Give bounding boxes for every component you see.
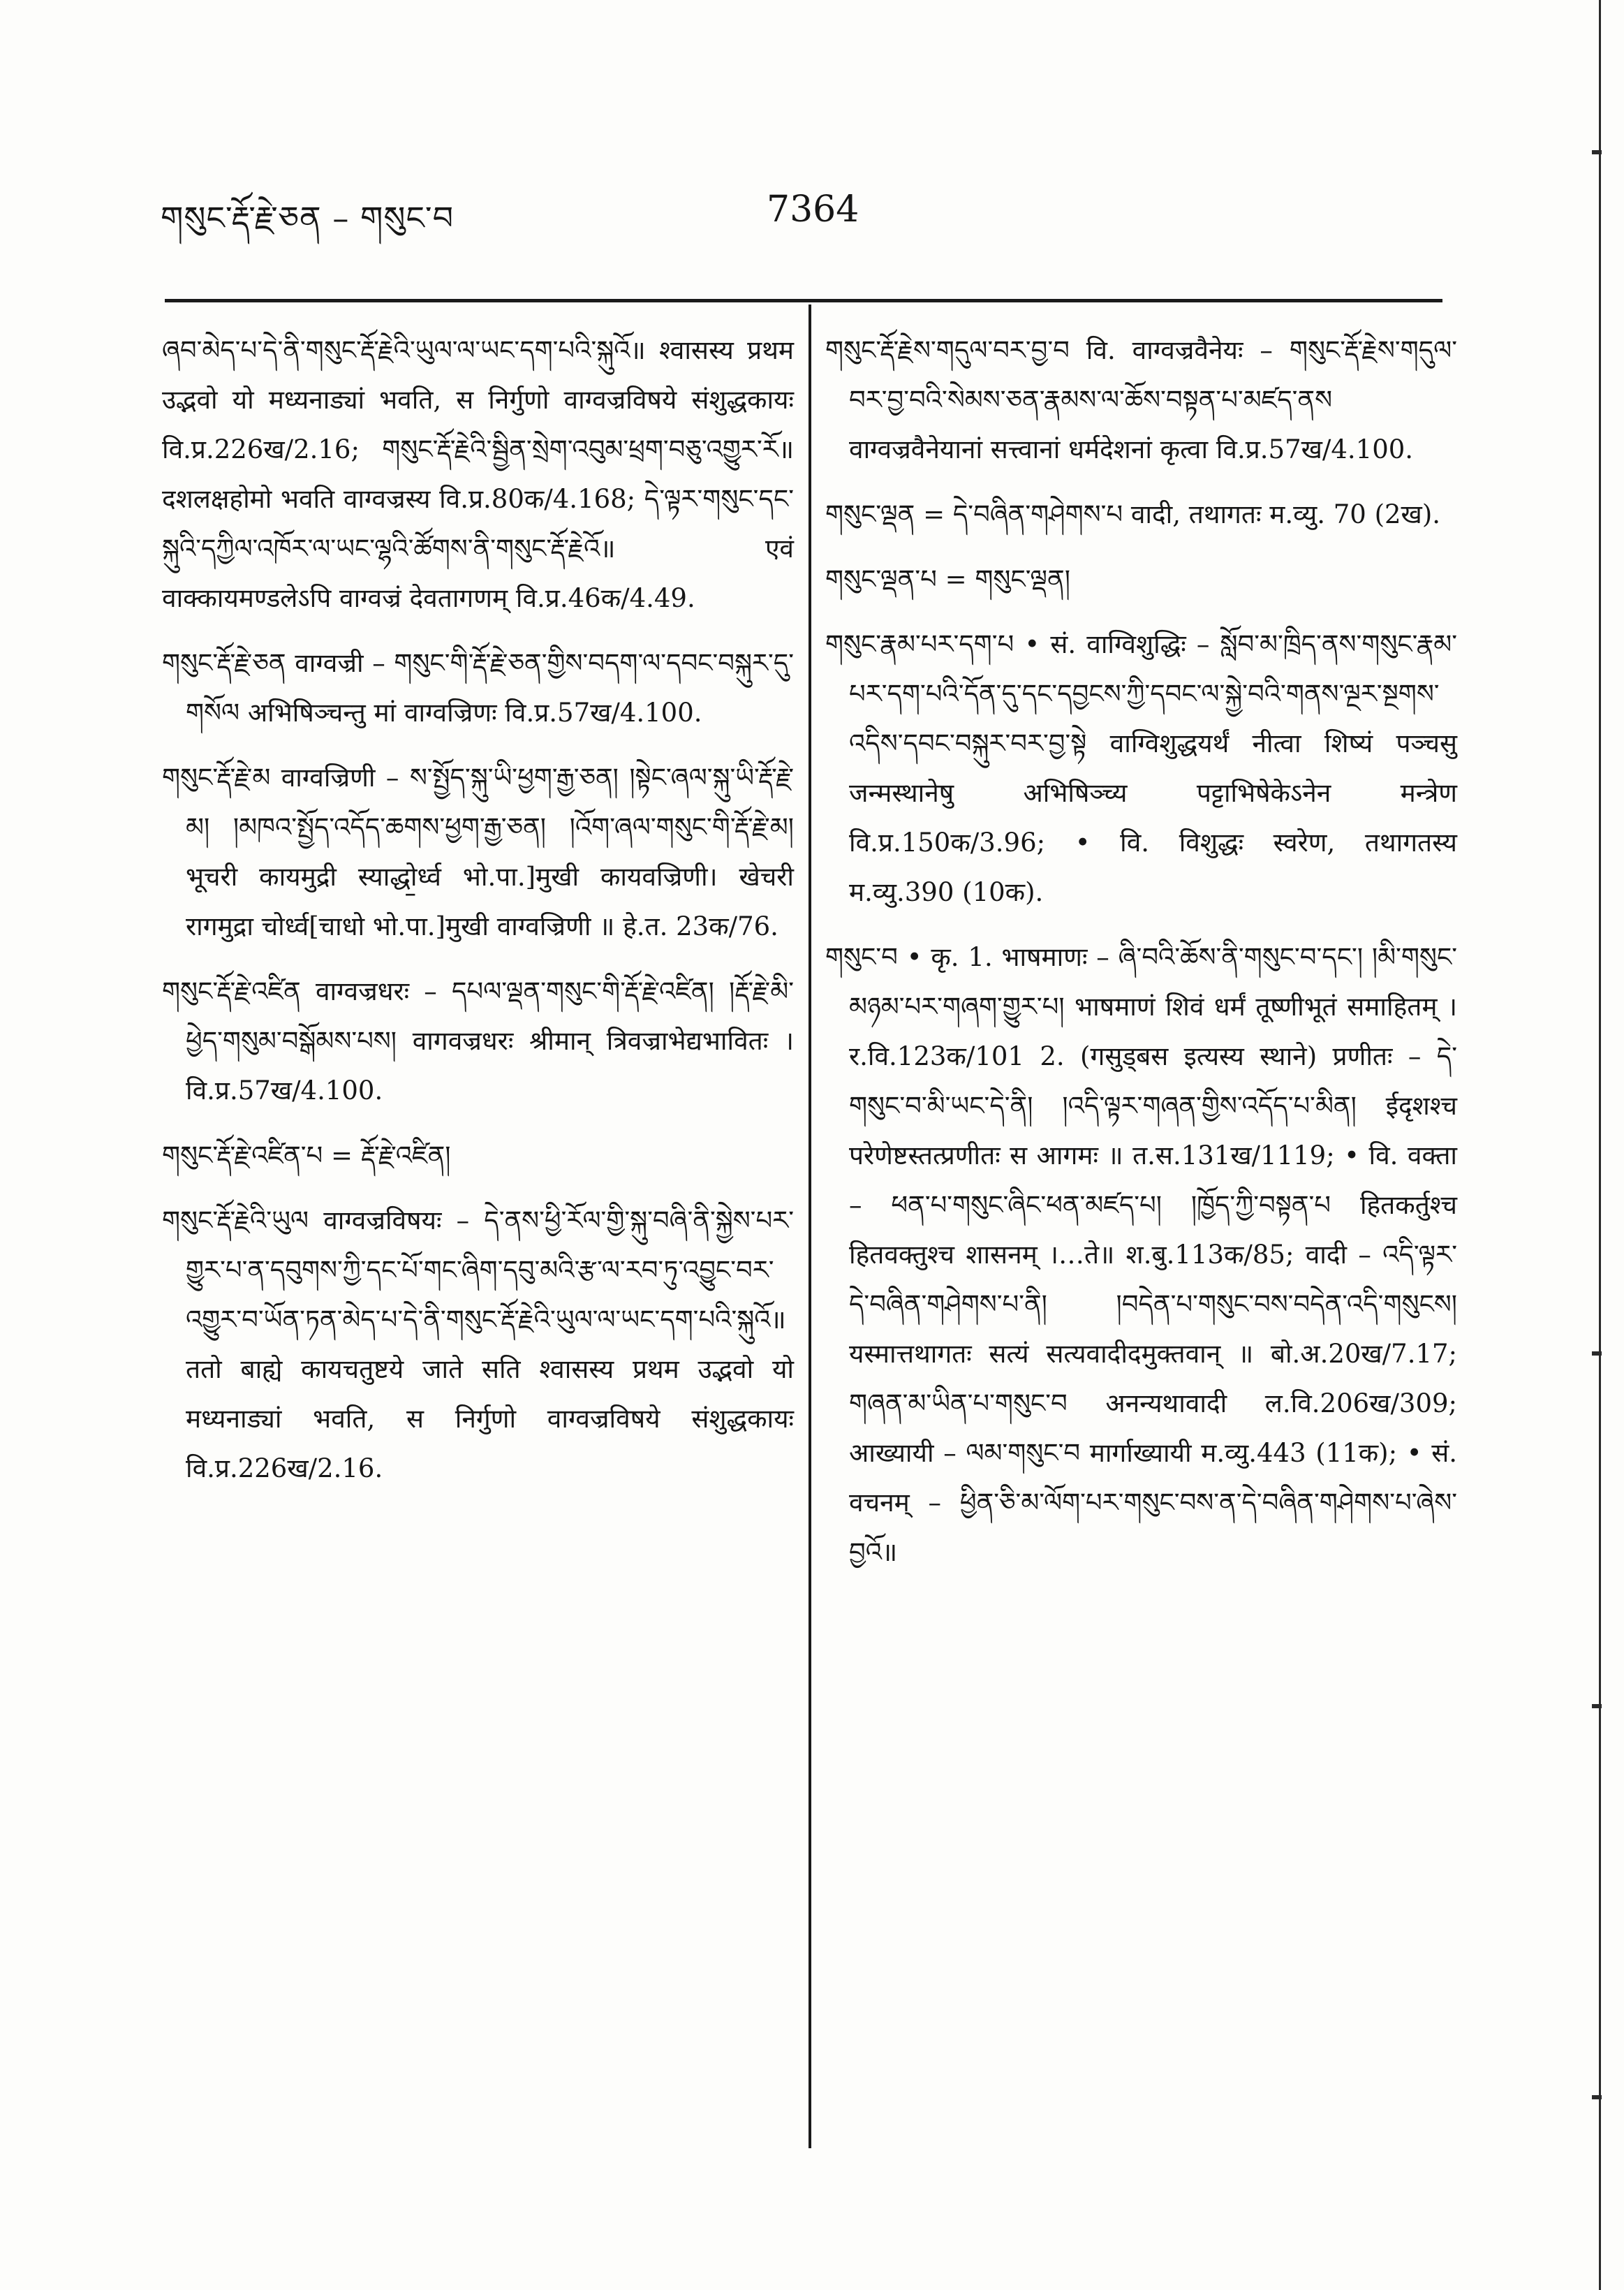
dictionary-entry xyxy=(162,325,794,623)
page-edge-line xyxy=(1599,0,1601,2290)
dictionary-entry xyxy=(825,325,1457,474)
edge-tick xyxy=(1592,1351,1602,1356)
entry-text: གསུང་རྣམ་པར་དག་པ • सं. वाग्विशुद्धिः – སློབ་མ་ཁྲིད་ནས་གསུང་རྣམ་པར་དག་པའི་དོན་དུ་དང་དབྱངས་ཀྱི་དབང་ལ་སྐྱེ་བའི་གནས་ལྔར་སྔགས་འདིས་དབང་བསྐུར་བར་བྱ་སྟེ वाग्विशुद्धयर्थं नीत्वा शिष्यं पञ्चसु जन्मस्थानेषु अभिषिञ्च्य पट्टाभिषेकेऽनेन मन्त्रेण वि.प्र.150क/3.96; • वि. विशुद्धः स्वरेण, तथागतस्य म.व्यु.390 (10क). xyxy=(825,629,1457,907)
dictionary-entry xyxy=(825,555,1457,604)
dictionary-entry xyxy=(162,753,794,951)
dictionary-entry xyxy=(162,638,794,737)
entry-text: ཞབ་མེད་པ་དེ་ནི་གསུང་རྡོ་རྗེའི་ཡུལ་ལ་ཡང་དག་པའི་སྐུའོ॥ श्वासस्य प्रथम उद्भवो यो मध्यनाड्यां भवति, स निर्गुणो वाग्वज्रविषये संशुद्धकायः वि.प्र.226ख/2.16; གསུང་རྡོ་རྗེའི་སྦྱིན་སྲེག་འབུམ་ཕྲག་བཅུ་འགྱུར་རོ॥ दशलक्षहोमो भवति वाग्वज्रस्य वि.प्र.80क/4.168; དེ་ལྟར་གསུང་དང་སྐུའི་དཀྱིལ་འཁོར་ལ་ཡང་ལྷའི་ཚོགས་ནི་གསུང་རྡོ་རྗེའོ॥ एवं वाक्कायमण्डलेऽपि वाग्वज्रं देवतागणम् वि.प्र.46क/4.49. xyxy=(162,335,794,613)
dictionary-entry xyxy=(825,490,1457,539)
entry-text: གསུང་རྡོ་རྗེ་མ वाग्वज्रिणी – ས་སྤྱོད་སྐུ་ཡི་ཕྱག་རྒྱ་ཅན། །སྟེང་ཞལ་སྐུ་ཡི་རྡོ་རྗེ་མ། །མཁའ་སྤྱོད་འདོད་ཆགས་ཕྱག་རྒྱ་ཅན། །འོག་ཞལ་གསུང་གི་རྡོ་རྗེ་མ། भूचरी कायमुद्री स्याद्धो॒र्ध्व भो.पा.]मुखी कायवज्रिणी। खेचरी रागमुद्रा चोर्ध्व[चाधो भो.पा.]मुखी वाग्वज्रिणी ॥ हे.त. 23क/76. xyxy=(162,763,794,941)
entry-text: གསུང་ལྡན = དེ་བཞིན་གཤེགས་པ वादी, तथागतः म.व्यु. 70 (2ख). xyxy=(825,499,1441,529)
running-head: གསུང་རྡོ་རྗེ་ཅན – གསུང་བ xyxy=(161,199,455,237)
dictionary-entry xyxy=(825,932,1457,1577)
entry-text: གསུང་རྡོ་རྗེ་ཅན वाग्वज्री – གསུང་གི་རྡོ་རྗེ་ཅན་གྱིས་བདག་ལ་དབང་བསྐུར་དུ་གསོལ अभिषिञ्चन्तु मां वाग्वज्रिणः वि.प्र.57ख/4.100. xyxy=(162,648,794,728)
entry-text: གསུང་རྡོ་རྗེ་འཛིན་པ = རྡོ་རྗེ་འཛིན། xyxy=(162,1140,451,1170)
entry-text: གསུང་རྡོ་རྗེས་གདུལ་བར་བྱ་བ वि. वाग्वज्रवैनेयः – གསུང་རྡོ་རྗེས་གདུལ་བར་བྱ་བའི་སེམས་ཅན་རྣམས་ལ་ཆོས་བསྟན་པ་མཛད་ནས वाग्वज्रवैनेयानां सत्त्वानां धर्मदेशनां कृत्वा वि.प्र.57ख/4.100. xyxy=(825,335,1457,464)
dictionary-entry xyxy=(162,967,794,1115)
dictionary-entry xyxy=(162,1131,794,1180)
edge-tick xyxy=(1592,1704,1602,1708)
column-divider xyxy=(809,304,811,2148)
edge-tick xyxy=(1592,2095,1602,2099)
edge-tick xyxy=(1592,150,1602,154)
header-rule xyxy=(165,299,1442,302)
entry-text: གསུང་རྡོ་རྗེའི་ཡུལ वाग्वज्रविषयः – དེ་ནས་ཕྱི་རོལ་གྱི་སྐུ་བཞི་ནི་སྐྱེས་པར་གྱུར་པ་ན་དབུགས་ཀྱི་དང་པོ་གང་ཞིག་དབུ་མའི་རྩ་ལ་རབ་ཏུ་འབྱུང་བར་འགྱུར་བ་ཡོན་ཏན་མེད་པ་དེ་ནི་གསུང་རྡོ་རྗེའི་ཡུལ་ལ་ཡང་དག་པའི་སྐུའོ॥ ततो बाह्ये कायचतुष्टये जाते सति श्वासस्य प्रथम उद्भवो यो मध्यनाड्यां भवति, स निर्गुणो वाग्वज्रविषये संशुद्धकायः वि.प्र.226ख/2.16. xyxy=(162,1205,794,1483)
dictionary-entry xyxy=(162,1196,794,1493)
right-column xyxy=(825,325,1457,1592)
dictionary-entry xyxy=(825,619,1457,917)
left-column xyxy=(162,325,794,1509)
entry-text: གསུང་ལྡན་པ = གསུང་ལྡན། xyxy=(825,564,1070,594)
entry-text: གསུང་རྡོ་རྗེ་འཛིན वाग्वज्रधरः – དཔལ་ལྡན་གསུང་གི་རྡོ་རྗེ་འཛིན། །རྡོ་རྗེ་མི་ཕྱེད་གསུམ་བསྒོམས་པས། वागवज्रधरः श्रीमान् त्रिवज्राभेद्यभावितः । वि.प्र.57ख/4.100. xyxy=(162,976,794,1106)
page-number: 7364 xyxy=(767,189,859,230)
entry-text: གསུང་བ • कृ. 1. भाषमाणः – ཞི་བའི་ཆོས་ནི་གསུང་བ་དང་། །མི་གསུང་མཉམ་པར་གཞག་གྱུར་པ། भाषमाणं शिवं धर्मं तूष्णीभूतं समाहितम् । र.वि.123क/101 2. (गसुड्बस इत्यस्य स्थाने) प्रणीतः – དེ་གསུང་བ་མི་ཡང་དེ་ནི། །འདི་ལྟར་གཞན་གྱིས་འདོད་པ་མིན། ईदृशश्च परेणेष्टस्तत्प्रणीतः स आगमः ॥ त.स.131ख/1119; • वि. वक्ता – ཕན་པ་གསུང་ཞིང་ཕན་མཛད་པ། །ཁྱོད་ཀྱི་བསྟན་པ हितकर्तुश्च हितवक्तुश्च शासनम् ।…ते॥ श.बु.113क/85; वादी – འདི་ལྟར་དེ་བཞིན་གཤེགས་པ་ནི། །བདེན་པ་གསུང་བས་བདེན་འདི་གསུངས། यस्मात्तथागतः सत्यं सत्यवादीदमुक्तवान् ॥ बो.अ.20ख/7.17; གཞན་མ་ཡིན་པ་གསུང་བ अनन्यथावादी ल.वि.206ख/309; आख्यायी – ལམ་གསུང་བ मार्गाख्यायी म.व्यु.443 (11क); • सं. वचनम् – ཕྱིན་ཅི་མ་ལོག་པར་གསུང་བས་ན་དེ་བཞིན་གཤེགས་པ་ཞེས་བྱའོ॥ xyxy=(825,942,1457,1567)
